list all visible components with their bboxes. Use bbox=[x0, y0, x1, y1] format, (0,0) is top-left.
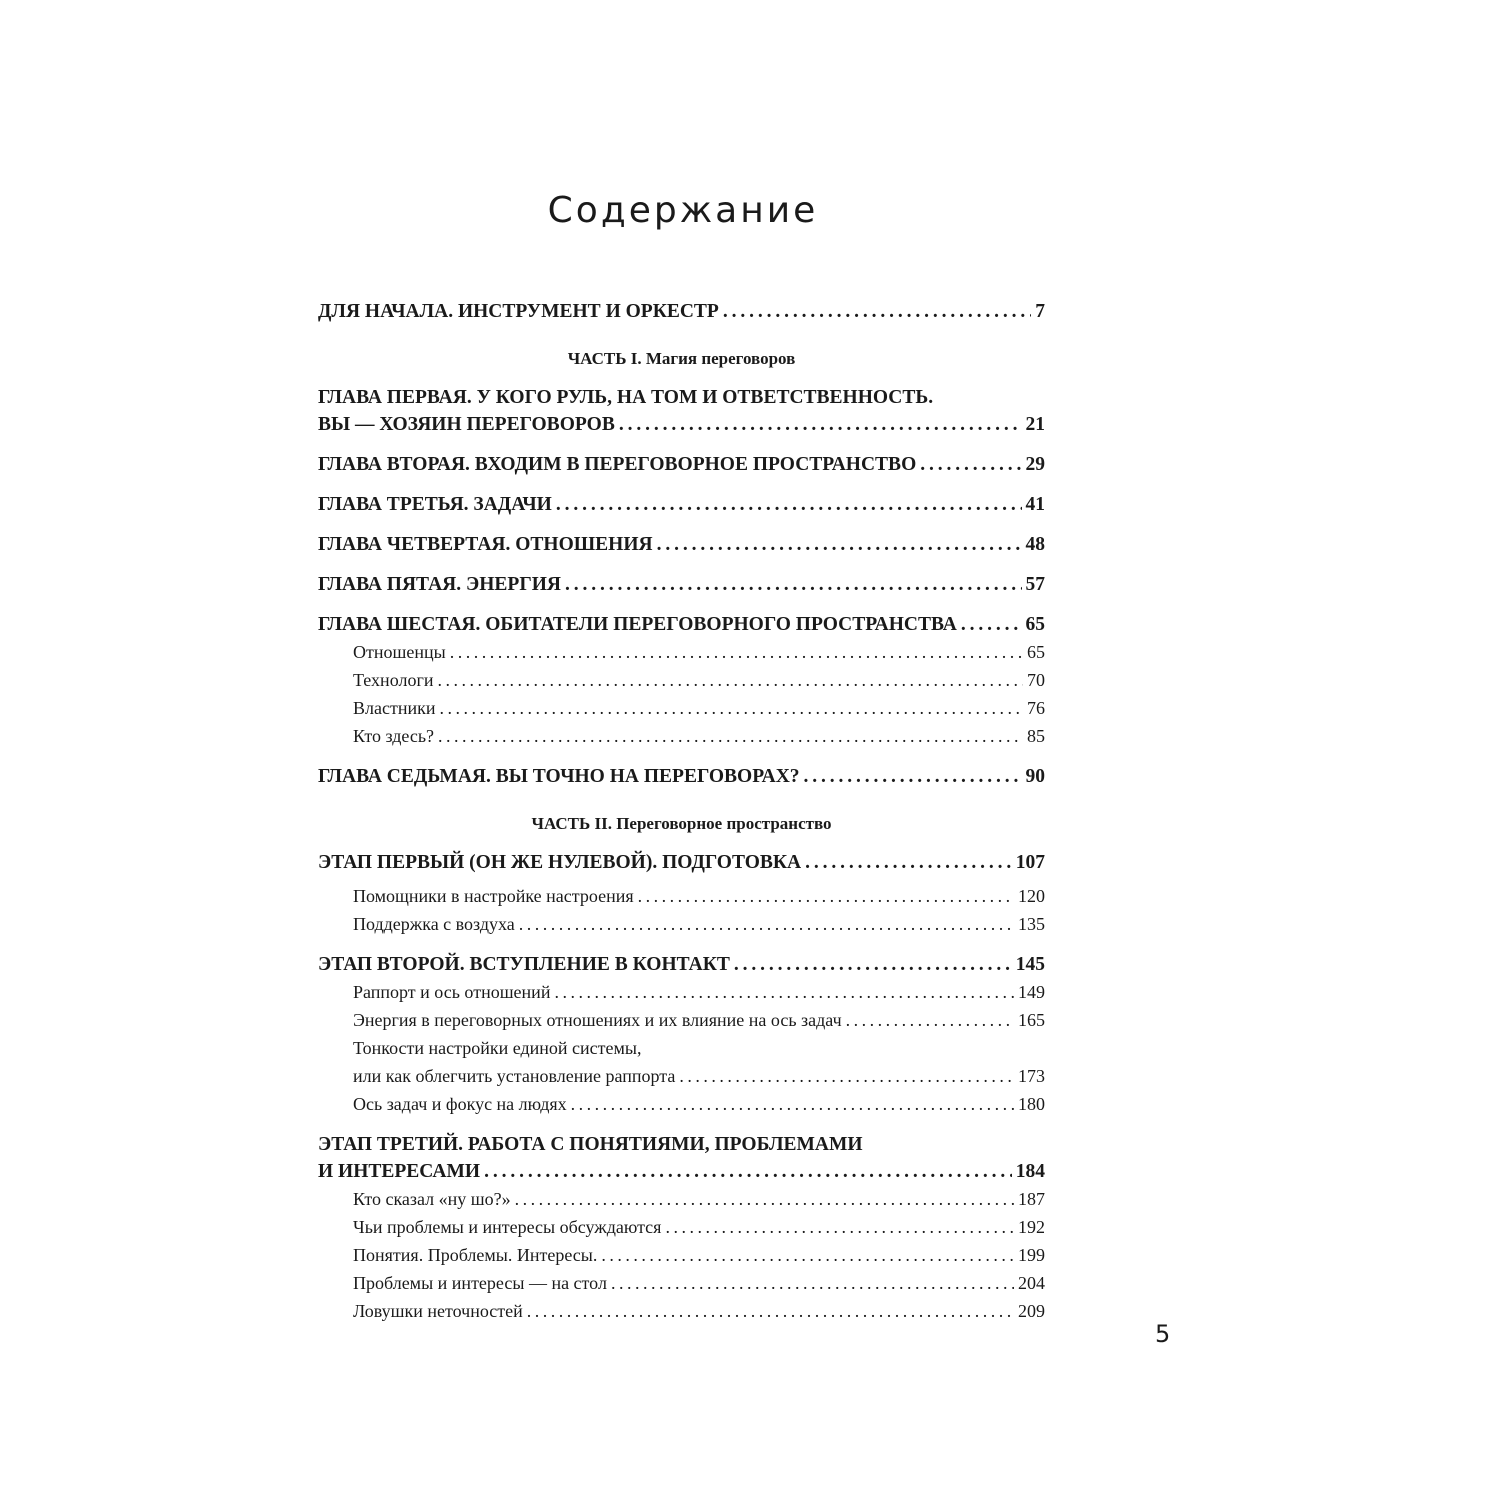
toc-subentry-title: Тонкости настройки единой системы, bbox=[353, 1038, 642, 1058]
toc-entry-chapter-4[interactable] bbox=[318, 531, 1045, 558]
toc-subentry[interactable] bbox=[318, 1297, 1045, 1325]
toc-entry-title: ГЛАВА СЕДЬМАЯ. ВЫ ТОЧНО НА ПЕРЕГОВОРАХ? bbox=[318, 766, 800, 787]
toc-subentry-page: 70 bbox=[1027, 670, 1045, 690]
toc-entry-page: 41 bbox=[1025, 494, 1045, 515]
toc-subentry[interactable] bbox=[318, 694, 1045, 722]
toc-entry-page: 7 bbox=[1035, 301, 1045, 322]
toc-subentry-page: 120 bbox=[1018, 886, 1045, 906]
toc-entry-title: ГЛАВА ШЕСТАЯ. ОБИТАТЕЛИ ПЕРЕГОВОРНОГО ПРОСТРАНСТВА bbox=[318, 614, 957, 635]
dot-leader bbox=[804, 763, 1022, 790]
toc-entry-stage-3-cont[interactable] bbox=[318, 1158, 1045, 1185]
toc-entry-stage-3[interactable] bbox=[318, 1131, 1045, 1158]
toc-entry-chapter-1-cont[interactable] bbox=[318, 411, 1045, 438]
toc-subentry[interactable] bbox=[318, 722, 1045, 750]
toc-entry-page: 29 bbox=[1025, 454, 1045, 475]
dot-leader bbox=[846, 1006, 1014, 1034]
dot-leader bbox=[679, 1062, 1014, 1090]
toc-subentry[interactable] bbox=[318, 1090, 1045, 1118]
toc-entry-title: ВЫ — ХОЗЯИН ПЕРЕГОВОРОВ bbox=[318, 414, 615, 435]
toc-subentry-title: Кто сказал «ну шо?» bbox=[353, 1189, 511, 1209]
dot-leader bbox=[484, 1158, 1012, 1185]
toc-subentry-title: Раппорт и ось отношений bbox=[353, 982, 551, 1002]
toc-subentry-page: 192 bbox=[1018, 1217, 1045, 1237]
toc-entry-page: 184 bbox=[1015, 1161, 1045, 1182]
toc-entry-page: 65 bbox=[1025, 614, 1045, 635]
toc-subentry-page: 135 bbox=[1018, 914, 1045, 934]
toc-subentry-title: или как облегчить установление раппорта bbox=[353, 1066, 676, 1086]
toc-subentry[interactable] bbox=[318, 1185, 1045, 1213]
dot-leader bbox=[961, 611, 1022, 638]
dot-leader bbox=[723, 298, 1031, 325]
toc-subentry-title: Отношенцы bbox=[353, 642, 446, 662]
toc-entry-chapter-5[interactable] bbox=[318, 571, 1045, 598]
toc-subentry-page: 204 bbox=[1018, 1273, 1045, 1293]
toc-subentry-page: 187 bbox=[1018, 1189, 1045, 1209]
toc-subentry[interactable] bbox=[318, 1006, 1045, 1034]
dot-leader bbox=[611, 1269, 1014, 1297]
toc-subentry-title: Ось задач и фокус на людях bbox=[353, 1094, 567, 1114]
toc-subentry-title: Технологи bbox=[353, 670, 434, 690]
toc-entry-chapter-3[interactable] bbox=[318, 491, 1045, 518]
dot-leader bbox=[920, 451, 1021, 478]
toc-subentry-title: Ловушки неточностей bbox=[353, 1301, 523, 1321]
dot-leader bbox=[734, 951, 1012, 978]
dot-leader bbox=[439, 694, 1023, 722]
toc-subentry-page: 173 bbox=[1018, 1066, 1045, 1086]
dot-leader bbox=[638, 882, 1014, 910]
toc-subentry-cont[interactable] bbox=[318, 1062, 1045, 1090]
toc-subentry[interactable] bbox=[318, 978, 1045, 1006]
toc-entry-page: 107 bbox=[1015, 852, 1045, 873]
toc-subentry-page: 165 bbox=[1018, 1010, 1045, 1030]
toc-subentry-title: Кто здесь? bbox=[353, 726, 435, 746]
toc-entry-chapter-6[interactable] bbox=[318, 611, 1045, 638]
toc-entry-title: ДЛЯ НАЧАЛА. ИНСТРУМЕНТ И ОРКЕСТР bbox=[318, 301, 719, 322]
toc-entry-title: ГЛАВА ПЯТАЯ. ЭНЕРГИЯ bbox=[318, 574, 561, 595]
toc-entry-page: 48 bbox=[1025, 534, 1045, 555]
toc-subentry-page: 199 bbox=[1018, 1245, 1045, 1265]
dot-leader bbox=[437, 666, 1023, 694]
table-of-contents bbox=[318, 298, 1045, 1325]
toc-entry-title: ЭТАП ВТОРОЙ. ВСТУПЛЕНИЕ В КОНТАКТ bbox=[318, 954, 730, 975]
dot-leader bbox=[450, 638, 1023, 666]
toc-entry-title: ГЛАВА ПЕРВАЯ. У КОГО РУЛЬ, НА ТОМ И ОТВЕТСТВЕННОСТЬ. bbox=[318, 387, 934, 408]
dot-leader bbox=[571, 1090, 1014, 1118]
toc-subentry-title: Энергия в переговорных отношениях и их влияние на ось задач bbox=[353, 1010, 842, 1030]
toc-subentry-title: Властники bbox=[353, 698, 436, 718]
dot-leader bbox=[556, 491, 1022, 518]
page-title: Содержание bbox=[547, 190, 819, 231]
toc-entry-stage-2[interactable] bbox=[318, 951, 1045, 978]
dot-leader bbox=[515, 1185, 1014, 1213]
toc-subentry-page: 209 bbox=[1018, 1301, 1045, 1321]
dot-leader bbox=[619, 411, 1022, 438]
toc-entry-page: 21 bbox=[1025, 414, 1045, 435]
toc-subentry-title: Помощники в настройке настроения bbox=[353, 886, 634, 906]
toc-entry-stage-1[interactable] bbox=[318, 849, 1045, 876]
toc-subentry-page: 76 bbox=[1027, 698, 1045, 718]
toc-subentry[interactable] bbox=[318, 882, 1045, 910]
toc-entry-chapter-7[interactable] bbox=[318, 763, 1045, 790]
toc-entry-chapter-2[interactable] bbox=[318, 451, 1045, 478]
toc-subentry-page: 149 bbox=[1018, 982, 1045, 1002]
toc-subentry[interactable] bbox=[318, 638, 1045, 666]
toc-subentry[interactable] bbox=[318, 1269, 1045, 1297]
toc-entry-page: 145 bbox=[1015, 954, 1045, 975]
toc-entry-page: 90 bbox=[1025, 766, 1045, 787]
page-number: 5 bbox=[1155, 1320, 1171, 1348]
dot-leader bbox=[519, 910, 1014, 938]
toc-subentry[interactable] bbox=[318, 666, 1045, 694]
toc-subentry-title: Понятия. Проблемы. Интересы. bbox=[353, 1245, 598, 1265]
part-1-heading: ЧАСТЬ I. Магия переговоров bbox=[567, 349, 796, 368]
toc-entry-title: ЭТАП ТРЕТИЙ. РАБОТА С ПОНЯТИЯМИ, ПРОБЛЕМАМИ bbox=[318, 1134, 863, 1155]
toc-entry-title: И ИНТЕРЕСАМИ bbox=[318, 1161, 481, 1182]
toc-subentry[interactable] bbox=[318, 1213, 1045, 1241]
toc-subentry-title: Чьи проблемы и интересы обсуждаются bbox=[353, 1217, 662, 1237]
toc-subentry[interactable] bbox=[318, 1034, 1045, 1062]
dot-leader bbox=[805, 849, 1012, 876]
toc-entry-title: ГЛАВА ВТОРАЯ. ВХОДИМ В ПЕРЕГОВОРНОЕ ПРОСТРАНСТВО bbox=[318, 454, 917, 475]
toc-subentry-page: 180 bbox=[1018, 1094, 1045, 1114]
dot-leader bbox=[665, 1213, 1014, 1241]
toc-entry-intro[interactable] bbox=[318, 298, 1045, 325]
toc-subentry-page: 85 bbox=[1027, 726, 1045, 746]
dot-leader bbox=[527, 1297, 1014, 1325]
toc-subentry[interactable] bbox=[318, 910, 1045, 938]
dot-leader bbox=[657, 531, 1022, 558]
toc-subentry-page: 65 bbox=[1027, 642, 1045, 662]
toc-subentry-title: Поддержка с воздуха bbox=[353, 914, 515, 934]
toc-entry-chapter-1[interactable] bbox=[318, 384, 1045, 411]
dot-leader bbox=[554, 978, 1014, 1006]
toc-entry-title: ГЛАВА ЧЕТВЕРТАЯ. ОТНОШЕНИЯ bbox=[318, 534, 653, 555]
dot-leader bbox=[438, 722, 1023, 750]
toc-entry-title: ЭТАП ПЕРВЫЙ (ОН ЖЕ НУЛЕВОЙ). ПОДГОТОВКА bbox=[318, 852, 802, 873]
toc-entry-title: ГЛАВА ТРЕТЬЯ. ЗАДАЧИ bbox=[318, 494, 552, 515]
dot-leader bbox=[601, 1241, 1014, 1269]
part-2-heading: ЧАСТЬ II. Переговорное пространство bbox=[531, 814, 832, 833]
toc-entry-page: 57 bbox=[1025, 574, 1045, 595]
dot-leader bbox=[565, 571, 1022, 598]
toc-subentry-title: Проблемы и интересы — на стол bbox=[353, 1273, 607, 1293]
toc-subentry[interactable] bbox=[318, 1241, 1045, 1269]
